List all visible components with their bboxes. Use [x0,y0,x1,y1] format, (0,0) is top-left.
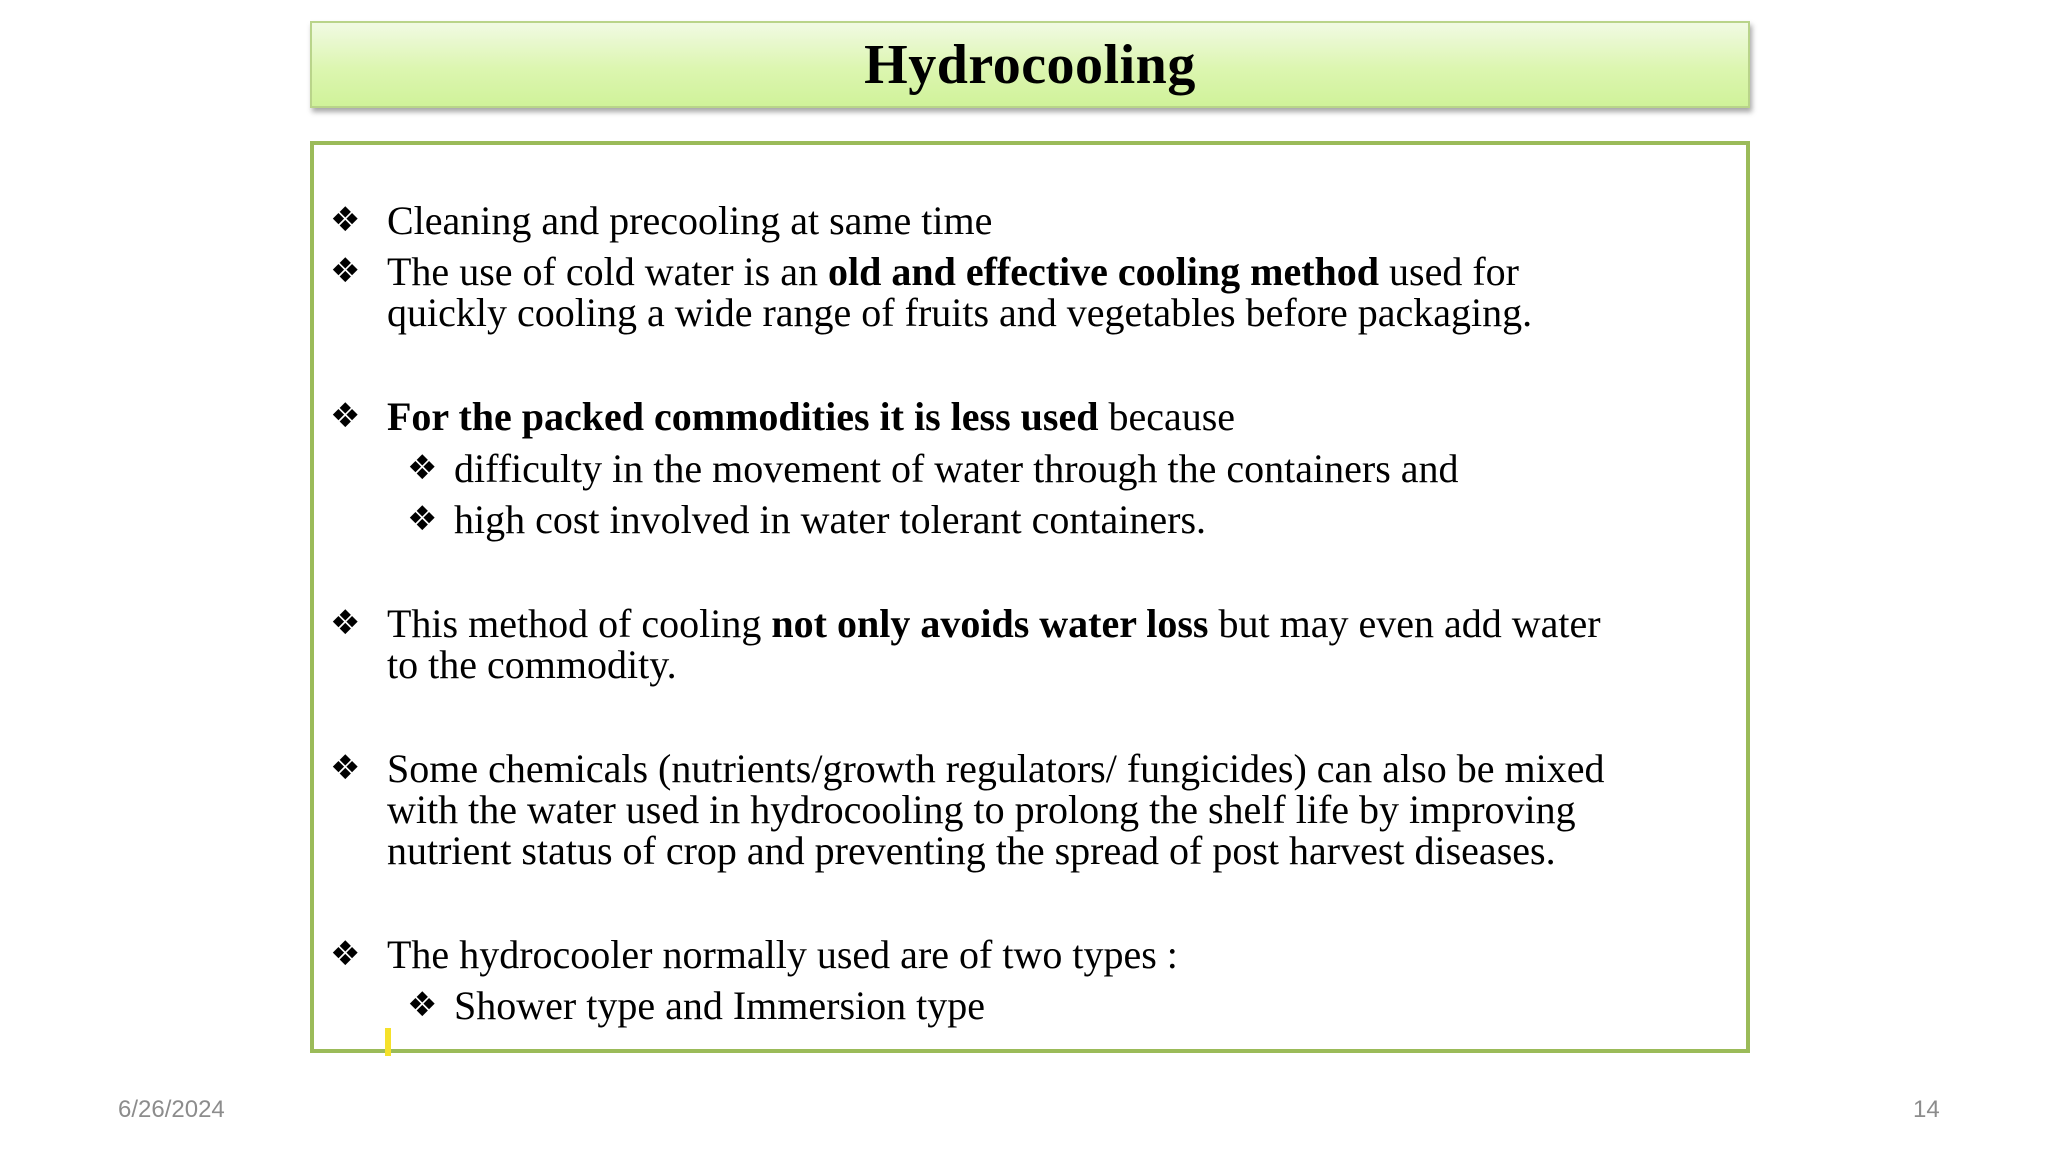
point-4-text-start: This method of cooling [387,601,772,646]
slide-date: 6/26/2024 [118,1096,225,1123]
point-4-text-bold: not only avoids water loss [771,601,1209,646]
sub-bullet-icon: ❖ [407,448,438,488]
content-panel [310,141,1750,1053]
sub-bullet-icon: ❖ [407,499,438,539]
point-2-line-2: quickly cooling a wide range of fruits and vegetables before packaging. [387,290,1533,335]
point-4 [387,603,1601,644]
text-cursor-highlight [385,1028,391,1056]
point-5-line-1: Some chemicals (nutrients/growth regulators/ fungicides) can also be mixed [387,746,1605,791]
point-2-text-start: The use of cold water is an [387,249,828,294]
point-2-text-end: used for [1379,249,1519,294]
bullet-icon: ❖ [330,748,361,788]
point-2-text-bold: old and effective cooling method [827,249,1380,294]
point-1-text: Cleaning and precooling at same time [387,198,993,243]
point-5-line-2: with the water used in hydrocooling to prolong the shelf life by improving [387,787,1576,832]
point-5-line-3: nutrient status of crop and preventing the spread of post harvest diseases. [387,828,1556,873]
point-1 [387,200,992,241]
title-banner [310,21,1750,108]
point-3-text-bold: For the packed commodities it is less used [387,394,1099,439]
point-3-sub-2: high cost involved in water tolerant containers. [454,497,1207,542]
bullet-icon: ❖ [330,251,361,291]
point-2 [387,251,1519,292]
bullet-icon: ❖ [330,934,361,974]
point-6-sub-1: Shower type and Immersion type [454,983,985,1028]
point-6: The hydrocooler normally used are of two types : [387,932,1178,977]
bullet-icon: ❖ [330,200,361,240]
slide-page-number: 14 [1913,1096,1940,1123]
point-4-line-2: to the commodity. [387,642,677,687]
point-4-text-end: but may even add water [1208,601,1601,646]
bullet-icon: ❖ [330,396,361,436]
bullet-icon: ❖ [330,603,361,643]
point-3-text-end: because [1098,394,1236,439]
slide-title: Hydrocooling [864,33,1196,96]
point-3-sub-1: difficulty in the movement of water through the containers and [454,446,1459,491]
sub-bullet-icon: ❖ [407,985,438,1025]
point-3 [387,396,1235,437]
